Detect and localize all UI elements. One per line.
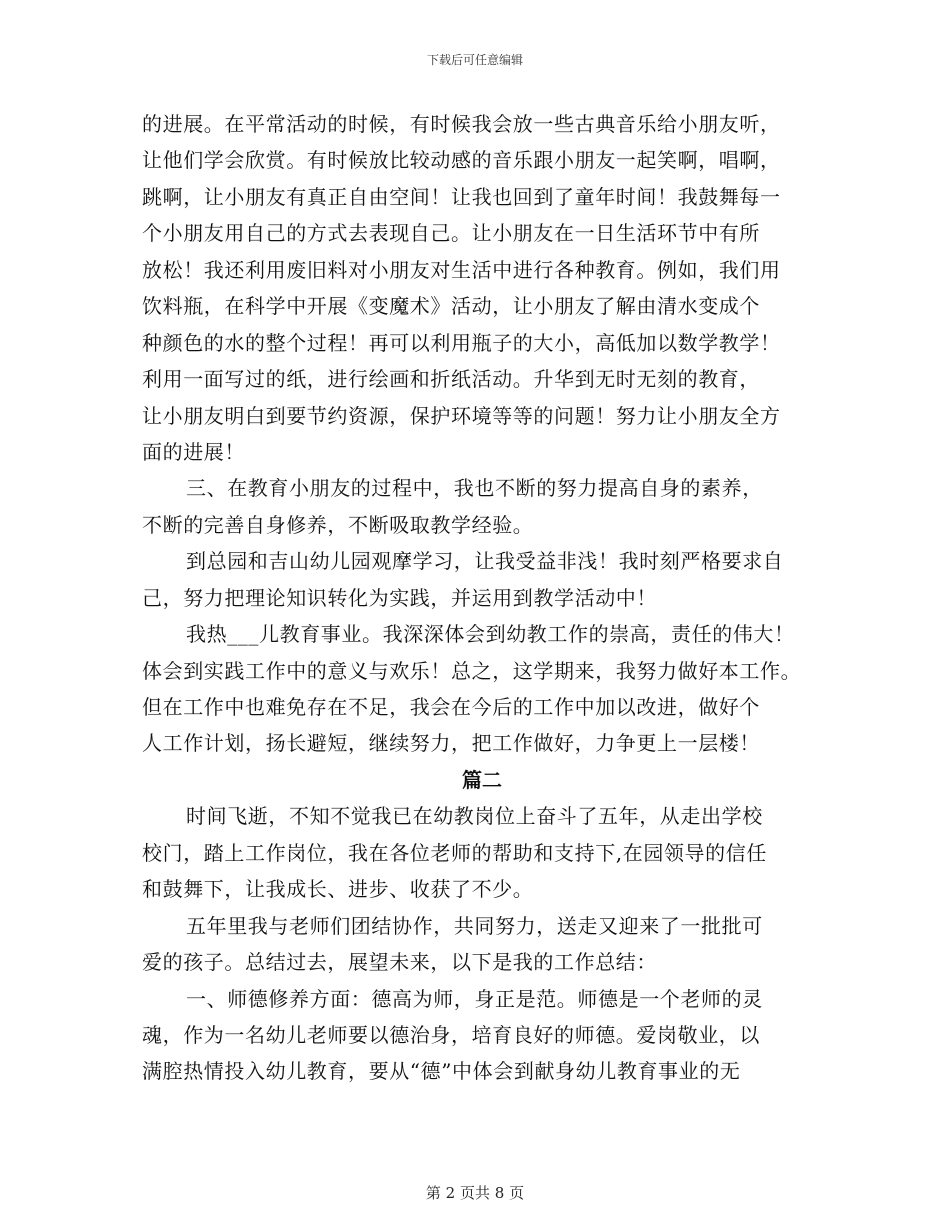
paragraph-line: 时间飞逝，不知不觉我已在幼教岗位上奋斗了五年，从走出学校 [186, 804, 763, 829]
page-number: 第 2 页共 8 页 [425, 1184, 525, 1202]
paragraph-line: 人工作计划，扬长避短，继续努力，把工作做好，力争更上一层楼！ [142, 731, 760, 756]
section-two-text [142, 798, 822, 1090]
paragraph-line: 五年里我与老师们团结协作，共同努力，送走又迎来了一批批可 [186, 913, 763, 938]
paragraph-line: 放松！我还利用废旧料对小朋友对生活中进行各种教育。例如，我们用 [142, 257, 781, 282]
paragraph-line: 一、师德修养方面：德高为师，身正是范。师德是一个老师的灵 [186, 986, 763, 1011]
paragraph-line: 面的进展！ [142, 439, 245, 464]
paragraph-line: 校门，踏上工作岗位，我在各位老师的帮助和支持下,在园领导的信任 [142, 840, 767, 865]
paragraph-line: 种颜色的水的整个过程！再可以利用瓶子的大小，高低加以数学教学！ [142, 330, 781, 355]
paragraph-line: 爱的孩子。总结过去，展望未来，以下是我的工作总结： [142, 950, 657, 975]
paragraph-line: 个小朋友用自己的方式去表现自己。让小朋友在一日生活环节中有所 [142, 221, 760, 246]
paragraph-line: 不断的完善自身修养，不断吸取教学经验。 [142, 512, 534, 537]
paragraph-line: 体会到实践工作中的意义与欢乐！总之，这学期来，我努力做好本工作。 [142, 658, 802, 683]
section-one-text [142, 106, 822, 762]
page-header: 下载后可任意编辑 [426, 53, 523, 67]
section-title: 篇二 [462, 767, 502, 792]
paragraph-line: 让他们学会欣赏。有时候放比较动感的音乐跟小朋友一起笑啊，唱啊， [142, 148, 781, 173]
paragraph-line: 利用一面写过的纸，进行绘画和折纸活动。升华到无时无刻的教育， [142, 367, 760, 392]
paragraph-line: 的进展。在平常活动的时候，有时候我会放一些古典音乐给小朋友听， [142, 112, 781, 136]
paragraph-line: 我热___儿教育事业。我深深体会到幼教工作的崇高，责任的伟大！ [186, 622, 795, 647]
paragraph-line: 和鼓舞下，让我成长、进步、收获了不少。 [142, 877, 534, 902]
paragraph-line: 但在工作中也难免存在不足，我会在今后的工作中加以改进，做好个 [142, 695, 760, 719]
paragraph-line: 魂，作为一名幼儿老师要以德治身，培育良好的师德。爱岗敬业，以 [142, 1022, 760, 1047]
paragraph-line: 己，努力把理论知识转化为实践，并运用到教学活动中！ [142, 585, 657, 610]
paragraph-line: 满腔热情投入幼儿教育，要从“德”中体会到献身幼儿教育事业的无 [142, 1059, 741, 1084]
paragraph-line: 饮料瓶，在科学中开展《变魔术》活动，让小朋友了解由清水变成个 [142, 294, 760, 319]
document-body [142, 106, 822, 1090]
paragraph-line: 让小朋友明白到要节约资源，保护环境等等的问题！努力让小朋友全方 [142, 403, 781, 428]
paragraph-line: 跳啊，让小朋友有真正自由空间！让我也回到了童年时间！我鼓舞每一 [142, 184, 781, 209]
paragraph-line: 三、在教育小朋友的过程中，我也不断的努力提高自身的素养， [186, 476, 763, 501]
paragraph-line: 到总园和吉山幼儿园观摩学习，让我受益非浅！我时刻严格要求自 [186, 549, 784, 574]
